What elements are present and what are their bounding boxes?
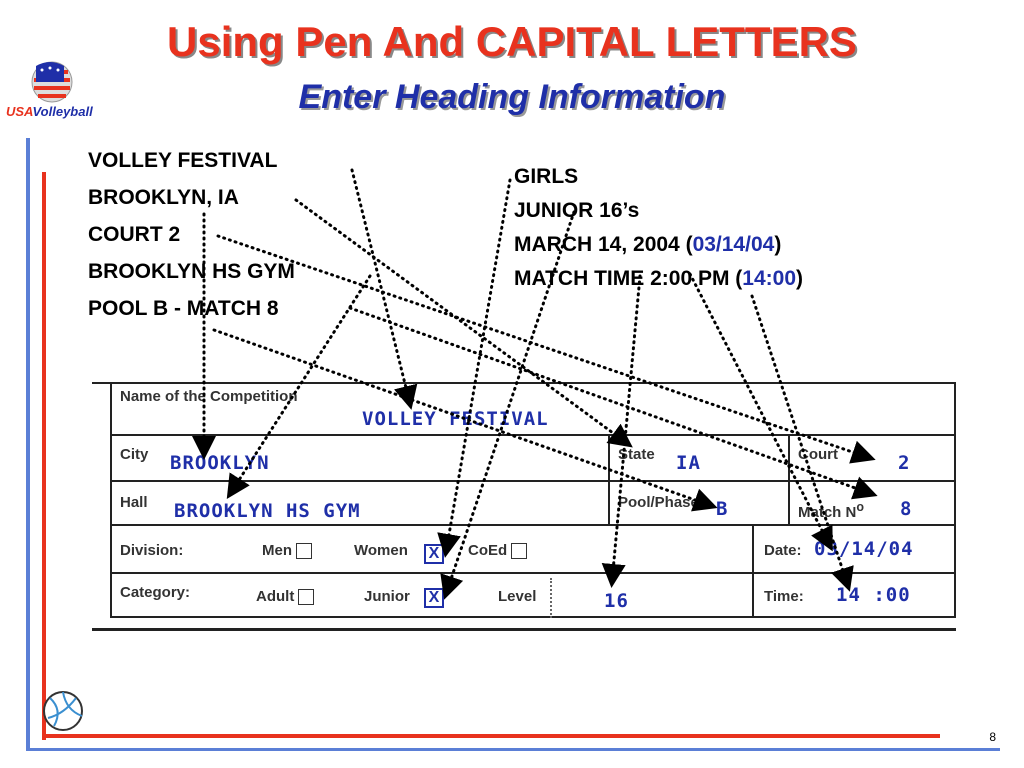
info-category: JUNIOR 16’s — [514, 199, 640, 222]
heading-info-right — [514, 160, 803, 296]
frame-left-blue — [26, 138, 30, 750]
date-value: 03/14/04 — [814, 538, 914, 560]
level-label: Level — [498, 588, 537, 605]
info-time: MATCH TIME 2:00 PM (14:00) — [514, 267, 804, 290]
match-label: Match $N^o$ — [798, 500, 864, 521]
division-cell — [110, 524, 754, 574]
women-checkbox[interactable]: X — [424, 544, 444, 564]
match-cell[interactable] — [788, 480, 956, 526]
men-option: Men — [262, 542, 312, 559]
hall-label: Hall — [120, 494, 148, 511]
adult-option: Adult — [256, 588, 314, 605]
competition-label: Name of the Competition — [120, 388, 298, 405]
junior-checkbox[interactable]: X — [424, 588, 444, 608]
info-gender: GIRLS — [514, 165, 579, 188]
pool-value: B — [716, 498, 729, 520]
competition-cell[interactable] — [110, 382, 956, 436]
coed-option: CoEd — [468, 542, 527, 559]
state-cell[interactable] — [608, 434, 790, 482]
coed-checkbox[interactable] — [511, 543, 527, 559]
hall-cell[interactable] — [110, 480, 610, 526]
info-pool-match: POOL B - MATCH 8 — [88, 297, 279, 320]
junior-option: Junior — [364, 588, 410, 605]
hall-value: BROOKLYN HS GYM — [174, 500, 361, 522]
division-label: Division: — [120, 542, 184, 559]
state-label: State — [618, 446, 655, 463]
logo-wordmark: USAVolleyball — [6, 104, 93, 119]
level-value: 16 — [604, 590, 629, 612]
competition-value: VOLLEY FESTIVAL — [362, 408, 549, 430]
date-label: Date: — [764, 542, 802, 559]
scoresheet-heading-form — [92, 382, 958, 632]
frame-bottom-red — [42, 734, 940, 738]
adult-checkbox[interactable] — [298, 589, 314, 605]
time-value: 14 :00 — [836, 584, 911, 606]
city-cell[interactable] — [110, 434, 610, 482]
page-number: 8 — [989, 730, 996, 744]
frame-bottom-blue — [26, 748, 1000, 751]
frame-left-red — [42, 172, 46, 740]
time-label: Time: — [764, 588, 804, 605]
pool-label: Pool/Phase — [618, 494, 699, 511]
match-value: 8 — [900, 498, 913, 520]
women-option: Women — [354, 542, 408, 559]
city-label: City — [120, 446, 149, 463]
arrow-competition — [352, 170, 410, 404]
court-value: 2 — [898, 452, 911, 474]
volleyball-icon — [40, 688, 86, 734]
category-cell — [110, 572, 754, 618]
info-city: BROOKLYN, IA — [88, 186, 239, 209]
city-value: BROOKLYN — [170, 452, 270, 474]
info-hall: BROOKLYN HS GYM — [88, 260, 295, 283]
men-checkbox[interactable] — [296, 543, 312, 559]
heading-info-left — [88, 142, 295, 327]
court-cell[interactable] — [788, 434, 956, 482]
slide-title: Using Pen And CAPITAL LETTERS — [167, 18, 857, 65]
time-cell[interactable] — [752, 572, 956, 618]
pool-cell[interactable] — [608, 480, 790, 526]
court-label: Court — [798, 446, 838, 463]
date-cell[interactable] — [752, 524, 956, 574]
info-competition: VOLLEY FESTIVAL — [88, 149, 278, 172]
category-label: Category: — [120, 584, 191, 601]
slide-subtitle: Enter Heading Information — [298, 78, 726, 116]
state-value: IA — [676, 452, 701, 474]
info-court: COURT 2 — [88, 223, 181, 246]
info-date: MARCH 14, 2004 (03/14/04) — [514, 233, 782, 256]
